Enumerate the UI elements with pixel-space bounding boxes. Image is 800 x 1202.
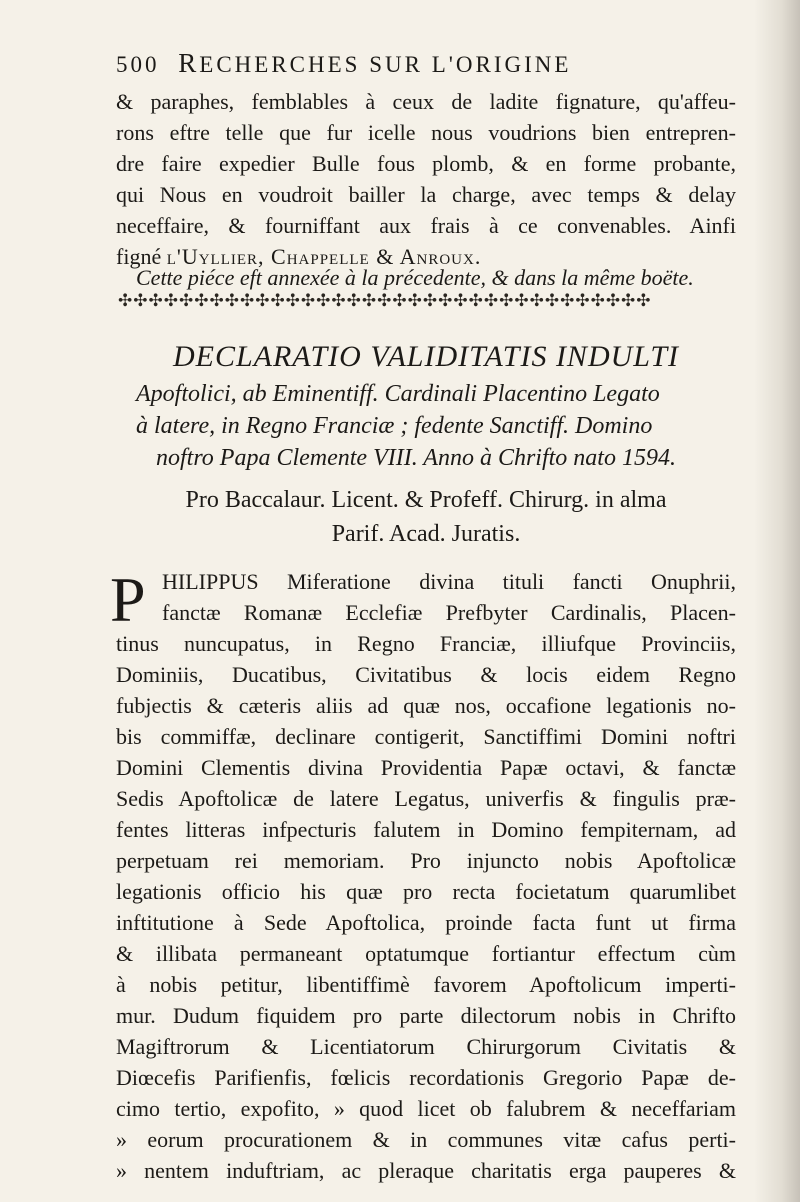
paragraph-1 xyxy=(116,86,736,272)
declaration-title: DECLARATIO VALIDITATIS INDULTI xyxy=(172,340,680,373)
text-line: » eorum procurationem & in communes vitæ cafus perti- xyxy=(116,1127,736,1152)
page-edge-shadow xyxy=(754,0,800,1202)
text-line: mur. Dudum fiquidem pro parte dilectorum nobis in Chrifto xyxy=(116,1003,736,1028)
text-line: Sedis Apoftolicæ de latere Legatus, univerfis & fingulis præ- xyxy=(116,786,736,811)
header-title-rest: ECHERCHES SUR L'ORIGINE xyxy=(199,52,572,77)
signature-names: l'Uyllier, Chappelle & Anroux. xyxy=(166,244,482,269)
text-line: inftitutione à Sede Apoftolica, proinde facta funt ut firma xyxy=(116,910,736,935)
declaration-subtitle-line: Apoftolici, ab Eminentiff. Cardinali Placentino Legato xyxy=(136,381,660,407)
text-line: rons eftre telle que fur icelle nous voudrions bien entrepren- xyxy=(116,120,736,145)
note-block xyxy=(116,262,736,293)
text-line: & illibata permaneant optatumque fortiantur effectum cùm xyxy=(116,941,736,966)
text-line: à nobis petitur, libentiffimè favorem Apoftolicum imperti- xyxy=(116,972,736,997)
page-number: 500 xyxy=(116,52,160,77)
text-line: HILIPPUS Miferatione divina tituli fancti Onuphrii, xyxy=(162,569,736,594)
header-title-initial: R xyxy=(178,48,200,78)
text-line: tinus nuncupatus, in Regno Franciæ, illiufque Provinciis, xyxy=(116,631,736,656)
recipients-line-2: Parif. Acad. Juratis. xyxy=(331,521,521,547)
text-line: neceffaire, & fourniffant aux frais à ce convenables. Ainfi xyxy=(116,213,736,238)
signature-prefix: figné xyxy=(116,244,162,269)
text-line: legationis officio his quæ pro recta focietatum quarumlibet xyxy=(116,879,736,904)
text-line: cimo tertio, expofito, » quod licet ob falubrem & neceffariam xyxy=(116,1096,736,1121)
text-line: perpetuam rei memoriam. Pro injuncto nobis Apoftolicæ xyxy=(116,848,736,873)
declaration-subtitle-line: à latere, in Regno Franciæ ; fedente Sanctiff. Domino xyxy=(136,413,653,439)
ornamental-divider: ✣✣✣✣✣✣✣✣✣✣✣✣✣✣✣✣✣✣✣✣✣✣✣✣✣✣✣✣✣✣✣✣✣✣✣ xyxy=(118,291,652,310)
text-line: » nentem induftriam, ac pleraque charitatis erga pauperes & xyxy=(116,1158,736,1183)
paragraph-2 xyxy=(116,566,736,1186)
text-line: bis commiffæ, declinare contigerit, Sanctiffimi Domini noftri xyxy=(116,724,736,749)
text-line: Domini Clementis divina Providentia Papæ octavi, & fanctæ xyxy=(116,755,736,780)
text-line: fanctæ Romanæ Ecclefiæ Prefbyter Cardinalis, Placen- xyxy=(162,600,736,625)
declaration-subtitle-line: noftro Papa Clemente VIII. Anno à Chrifto nato 1594. xyxy=(156,445,676,471)
annex-note: Cette piéce eft annexée à la précedente, & dans la même boëte. xyxy=(136,265,694,290)
text-line: Dominiis, Ducatibus, Civitatibus & locis eidem Regno xyxy=(116,662,736,687)
recipients-line: Pro Baccalaur. Licent. & Profeff. Chirurg. in alma xyxy=(185,487,667,513)
text-line: fubjectis & cæteris aliis ad quæ nos, occafione legationis no- xyxy=(116,693,736,718)
text-line: Diœcefis Parifienfis, fœlicis recordationis Gregorio Papæ de- xyxy=(116,1065,736,1090)
text-line: qui Nous en voudroit bailler la charge, avec temps & delay xyxy=(116,182,736,207)
text-line: Magiftrorum & Licentiatorum Chirurgorum Civitatis & xyxy=(116,1034,736,1059)
text-line: & paraphes, femblables à ceux de ladite fignature, qu'affeu- xyxy=(116,89,736,114)
running-header xyxy=(116,48,571,79)
drop-cap: P xyxy=(110,564,146,635)
text-line: dre faire expedier Bulle fous plomb, & en forme probante, xyxy=(116,151,736,176)
text-line: fentes litteras infpecturis falutem in Domino fempiternam, ad xyxy=(116,817,736,842)
